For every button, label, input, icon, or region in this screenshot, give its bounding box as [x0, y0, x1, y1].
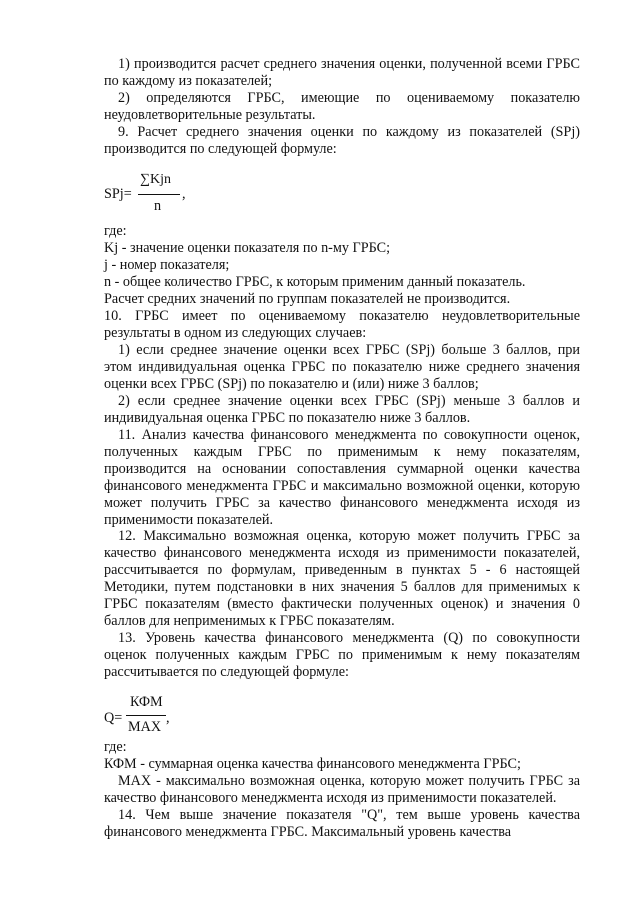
paragraph-3: 9. Расчет среднего значения оценки по каждому из показателей (SPj) производится по следующей формуле: — [104, 124, 580, 157]
paragraph-10-case-1: 1) если среднее значение оценки всех ГРБС (SPj) больше 3 баллов, при этом индивидуальная оценка ГРБС по показателю ниже среднего значения оценки всех ГРБС (SPj) по показателю и (или) ниже 3 баллов; — [104, 342, 580, 392]
formula-q-lhs: Q= — [104, 710, 123, 726]
def-kfm: КФМ - суммарная оценка качества финансового менеджмента ГРБС; — [104, 756, 521, 772]
def-j: j - номер показателя; — [104, 257, 230, 273]
def-n: n - общее количество ГРБС, к которым применим данный показатель. — [104, 274, 526, 290]
formula-q-fraction-bar — [126, 715, 166, 716]
note-no-group-averages: Расчет средних значений по группам показателей не производится. — [104, 291, 511, 307]
paragraph-13: 13. Уровень качества финансового менеджмента (Q) по совокупности оценок полученных каждым ГРБС по применимым к нему показателям рассчитывается по следующей формуле: — [104, 630, 580, 680]
paragraph-12: 12. Максимально возможная оценка, которую может получить ГРБС за качество финансового менеджмента исходя из применимости показателей, рассчитывается по формулам, приведенным в пунктах 5 - 6 настоящей Методики, путем подстановки в них значения 5 баллов для применимых к ГРБС показателям (вместо фактически полученных оценок) и значения 0 баллов для неприменимых к ГРБС показателям. — [104, 528, 580, 629]
def-kj: Kj - значение оценки показателя по n-му ГРБС; — [104, 240, 391, 256]
formula-spj-denominator: n — [154, 198, 162, 214]
formula-spj-comma: , — [182, 186, 186, 202]
paragraph-10-case-2: 2) если среднее значение оценки всех ГРБС (SPj) меньше 3 баллов и индивидуальная оценка ГРБС по показателю ниже 3 баллов. — [104, 393, 580, 426]
formula-spj-lhs: SPj= — [104, 186, 132, 202]
formula-q-denominator: MAX — [128, 719, 162, 735]
where-label-1: где: — [104, 223, 127, 239]
formula-spj — [104, 172, 224, 220]
def-max: MAX - максимально возможная оценка, которую может получить ГРБС за качество финансового менеджмента исходя из применимости показателей. — [104, 773, 580, 806]
formula-q-numerator: КФМ — [130, 694, 163, 710]
formula-q-comma: , — [166, 710, 170, 726]
formula-spj-fraction-bar — [138, 194, 180, 195]
paragraph-11: 11. Анализ качества финансового менеджмента по совокупности оценок, полученных каждым ГРБС по применимым к нему показателям, производится на основании сопоставления суммарной оценки качества финансового менеджмента ГРБС и максимально возможной оценки, которую может получить ГРБС за качество финансового менеджмента исходя из применимости показателей. — [104, 427, 580, 528]
paragraph-2: 2) определяются ГРБС, имеющие по оцениваемому показателю неудовлетворительные результаты. — [104, 90, 580, 123]
where-label-2: где: — [104, 739, 127, 755]
paragraph-10: 10. ГРБС имеет по оцениваемому показателю неудовлетворительные результаты в одном из следующих случаев: — [104, 308, 580, 341]
paragraph-1: 1) производится расчет среднего значения оценки, полученной всеми ГРБС по каждому из показателей; — [104, 56, 580, 89]
formula-q — [104, 694, 224, 740]
formula-spj-numerator: ∑Kjn — [140, 172, 171, 187]
paragraph-14: 14. Чем выше значение показателя "Q", тем выше уровень качества финансового менеджмента ГРБС. Максимальный уровень качества — [104, 807, 580, 840]
